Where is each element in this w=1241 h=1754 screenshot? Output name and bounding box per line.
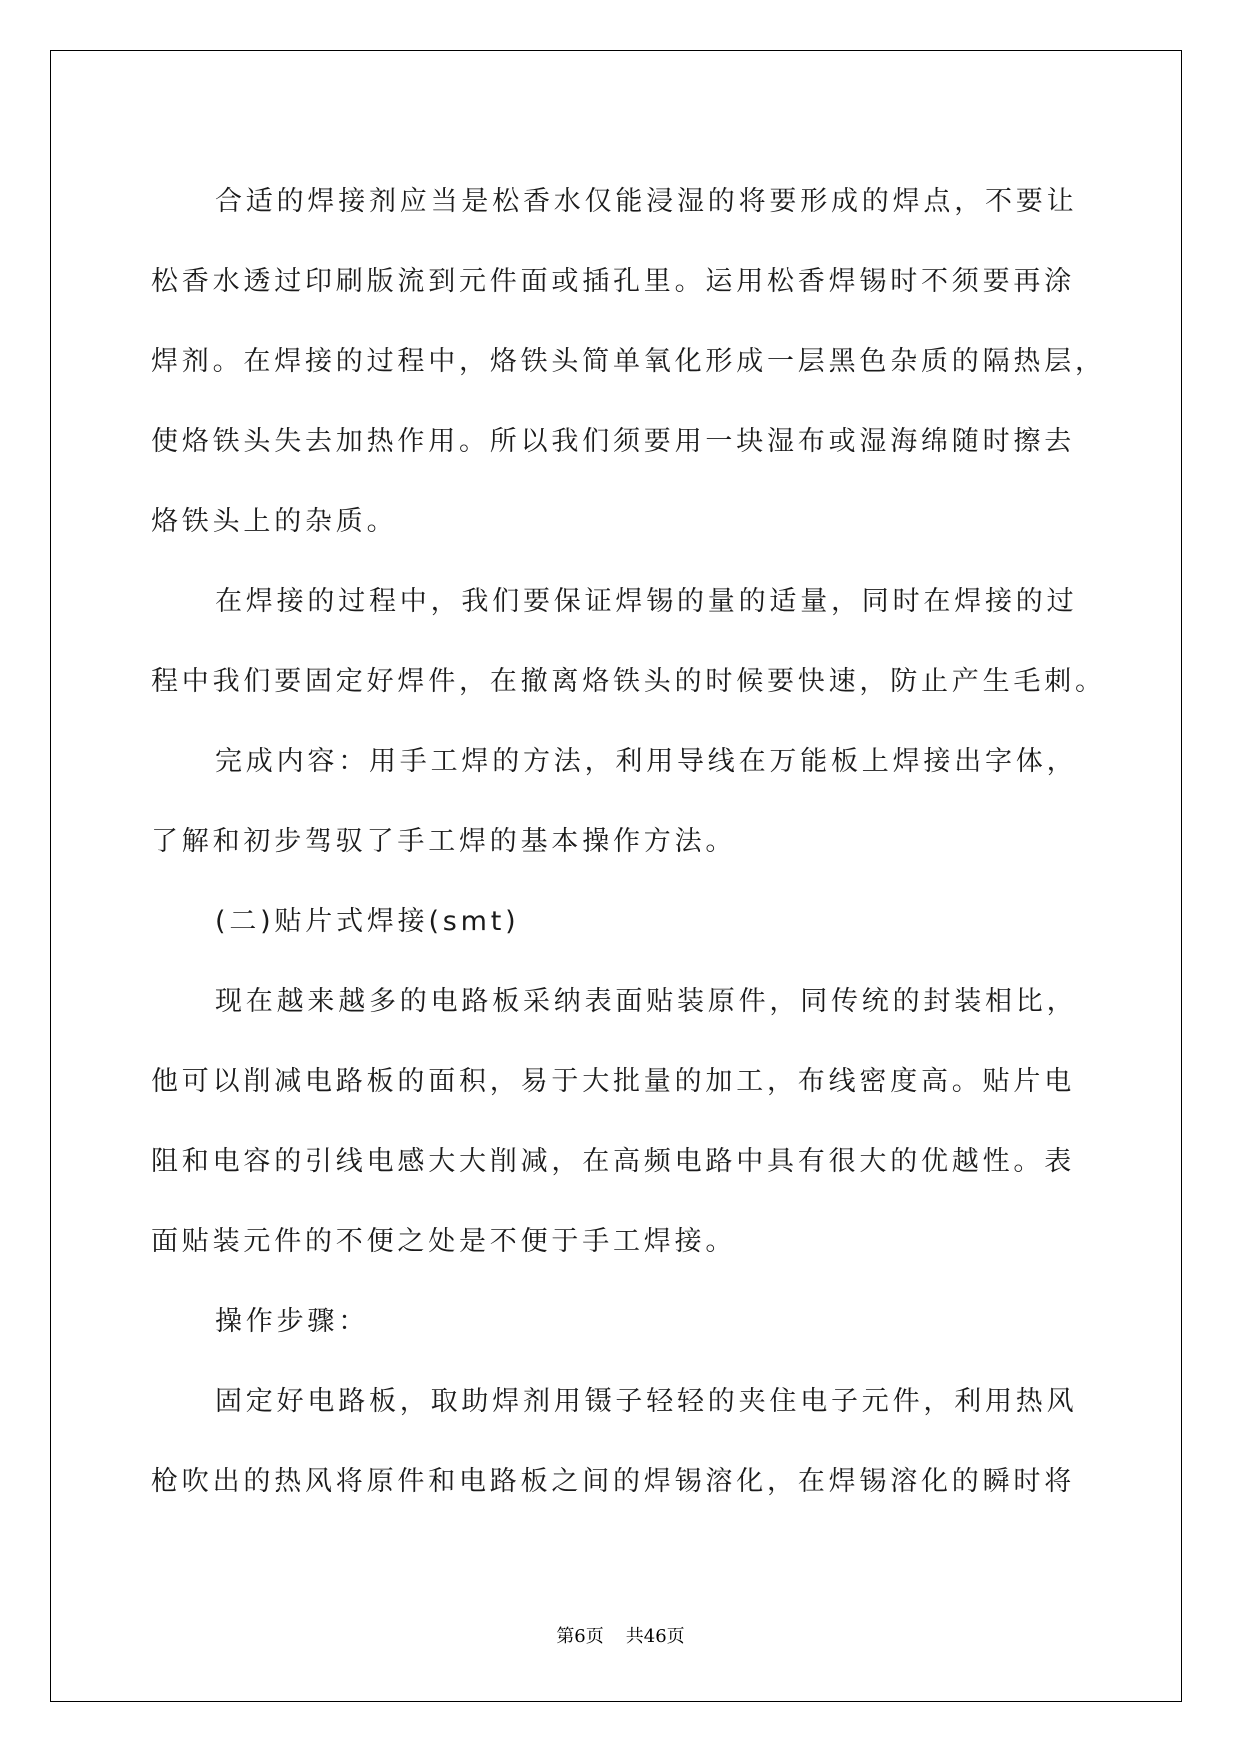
text-line: 阻和电容的引线电感大大削减，在高频电路中具有很大的优越性。表: [151, 1146, 1075, 1177]
text-line: 松香水透过印刷版流到元件面或插孔里。运用松香焊锡时不须要再涂: [151, 266, 1075, 297]
text-line: 固定好电路板，取助焊剂用镊子轻轻的夹住电子元件，利用热风: [215, 1386, 1078, 1417]
text-line: 完成内容：用手工焊的方法，利用导线在万能板上焊接出字体，: [215, 746, 1078, 777]
section-heading: (二)贴片式焊接(smt): [215, 906, 520, 937]
text-line: 枪吹出的热风将原件和电路板之间的焊锡溶化，在焊锡溶化的瞬时将: [151, 1466, 1075, 1497]
current-page-label: 第6页: [556, 1626, 604, 1647]
page-footer: [0, 1622, 1241, 1648]
text-line: 焊剂。在焊接的过程中，烙铁头简单氧化形成一层黑色杂质的隔热层，: [151, 346, 1106, 377]
text-line: 了解和初步驾驭了手工焊的基本操作方法。: [151, 826, 737, 857]
text-line: 程中我们要固定好焊件，在撤离烙铁头的时候要快速，防止产生毛刺。: [151, 666, 1106, 697]
text-line: 合适的焊接剂应当是松香水仅能浸湿的将要形成的焊点，不要让: [215, 186, 1078, 217]
total-pages-label: 共46页: [625, 1626, 685, 1647]
text-line: 面贴装元件的不便之处是不便于手工焊接。: [151, 1226, 737, 1257]
text-line: 使烙铁头失去加热作用。所以我们须要用一块湿布或湿海绵随时擦去: [151, 426, 1075, 457]
text-line: 现在越来越多的电路板采纳表面贴装原件，同传统的封装相比，: [215, 986, 1078, 1017]
text-line: 在焊接的过程中，我们要保证焊锡的量的适量，同时在焊接的过: [215, 586, 1078, 617]
document-body: [151, 162, 1106, 1522]
text-line: 烙铁头上的杂质。: [151, 506, 398, 537]
text-line: 操作步骤：: [215, 1306, 369, 1337]
text-line: 他可以削减电路板的面积，易于大批量的加工，布线密度高。贴片电: [151, 1066, 1075, 1097]
